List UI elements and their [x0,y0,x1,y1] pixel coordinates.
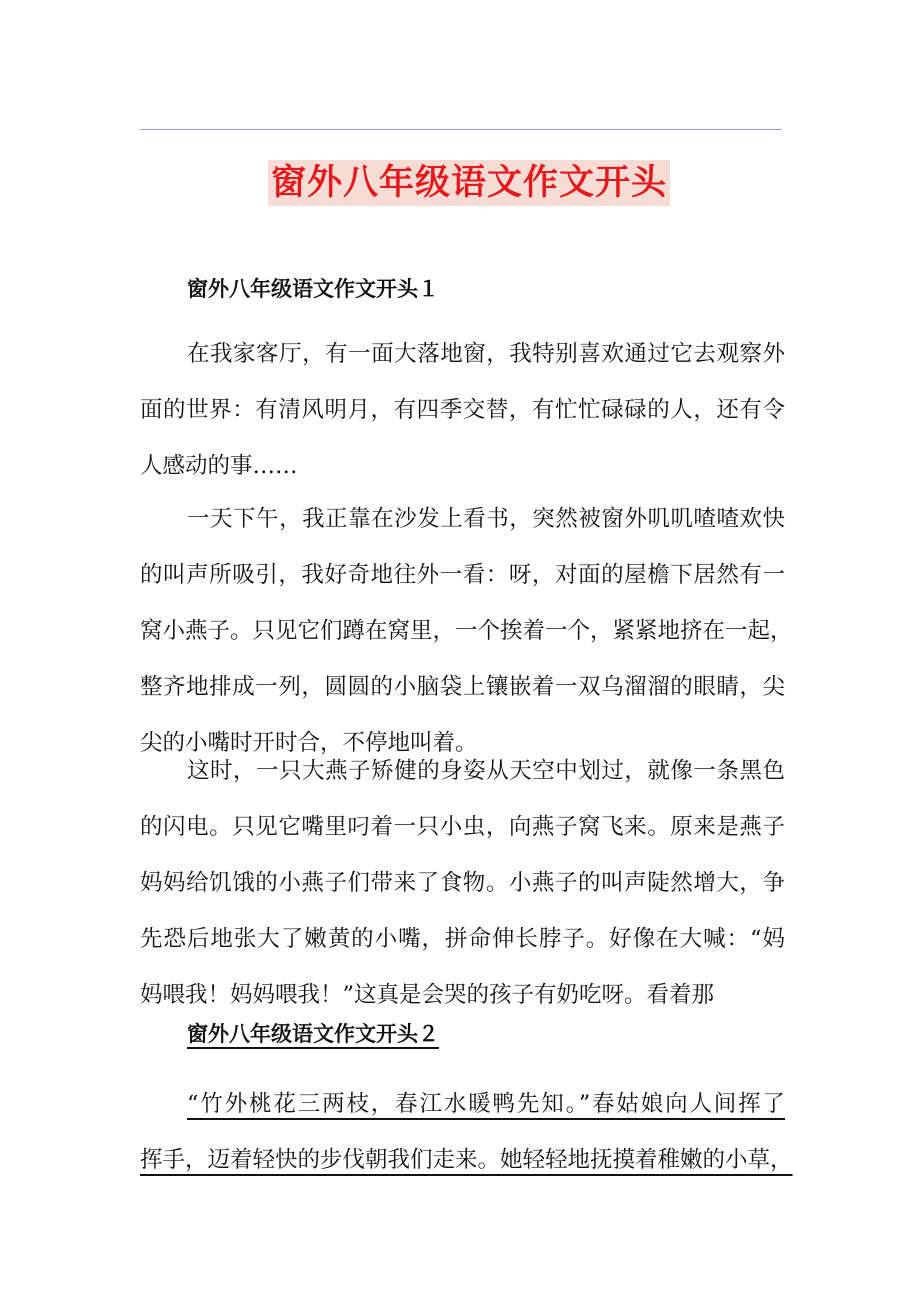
paragraph-line: 整齐地排成一列，圆圆的小脑袋上镶嵌着一双乌溜溜的眼睛，尖 [140,674,785,700]
paragraph-line: 妈喂我！妈妈喂我！”这真是会哭的孩子有奶吃呀。看着那 [140,982,715,1008]
paragraph-line: 在我家客厅，有一面大落地窗，我特别喜欢通过它去观察外 [187,341,785,367]
paragraph-line: 挥手，迈着轻快的步伐朝我们走来。她轻轻地抚摸着稚嫩的小草， [140,1147,793,1173]
paragraph-4 [140,1076,793,1188]
section-heading-1: 窗外八年级语文作文开头１ [187,276,439,301]
paragraph-line-text: “竹外桃花三两枝，春江水暖鸭先知。”春姑娘向人间挥了 [187,1091,785,1117]
paragraph-line: 的闪电。只见它嘴里叼着一只小虫，向燕子窝飞来。原来是燕子 [140,814,785,840]
paragraph-line: 尖的小嘴时开时合，不停地叫着。 [140,730,478,756]
paragraph-3 [140,743,785,1023]
paragraph-1 [140,326,785,494]
document-title: 窗外八年级语文作文开头 [268,160,670,206]
paragraph-line: 窝小燕子。只见它们蹲在窝里，一个挨着一个，紧紧地挤在一起， [140,618,793,644]
section-heading-2: 窗外八年级语文作文开头２ [187,1021,439,1046]
paragraph-line: 的叫声所吸引，我好奇地往外一看：呀，对面的屋檐下居然有一 [140,562,785,588]
paragraph-line: 面的世界：有清风明月，有四季交替，有忙忙碌碌的人，还有令 [140,397,785,423]
paragraph-line: 这时，一只大燕子矫健的身姿从天空中划过，就像一条黑色 [187,758,785,784]
paragraph-line: 妈妈给饥饿的小燕子们带来了食物。小燕子的叫声陡然增大，争 [140,870,785,896]
paragraph-line: 一天下午，我正靠在沙发上看书，突然被窗外叽叽喳喳欢快 [187,506,785,532]
paragraph-line: 人感动的事…… [140,453,298,479]
paragraph-line-first [140,1076,785,1132]
paragraph-line: 先恐后地张大了嫩黄的小嘴，拼命伸长脖子。好像在大喊：“妈 [140,926,785,952]
paragraph-2 [140,491,793,771]
header-rule [140,129,781,130]
